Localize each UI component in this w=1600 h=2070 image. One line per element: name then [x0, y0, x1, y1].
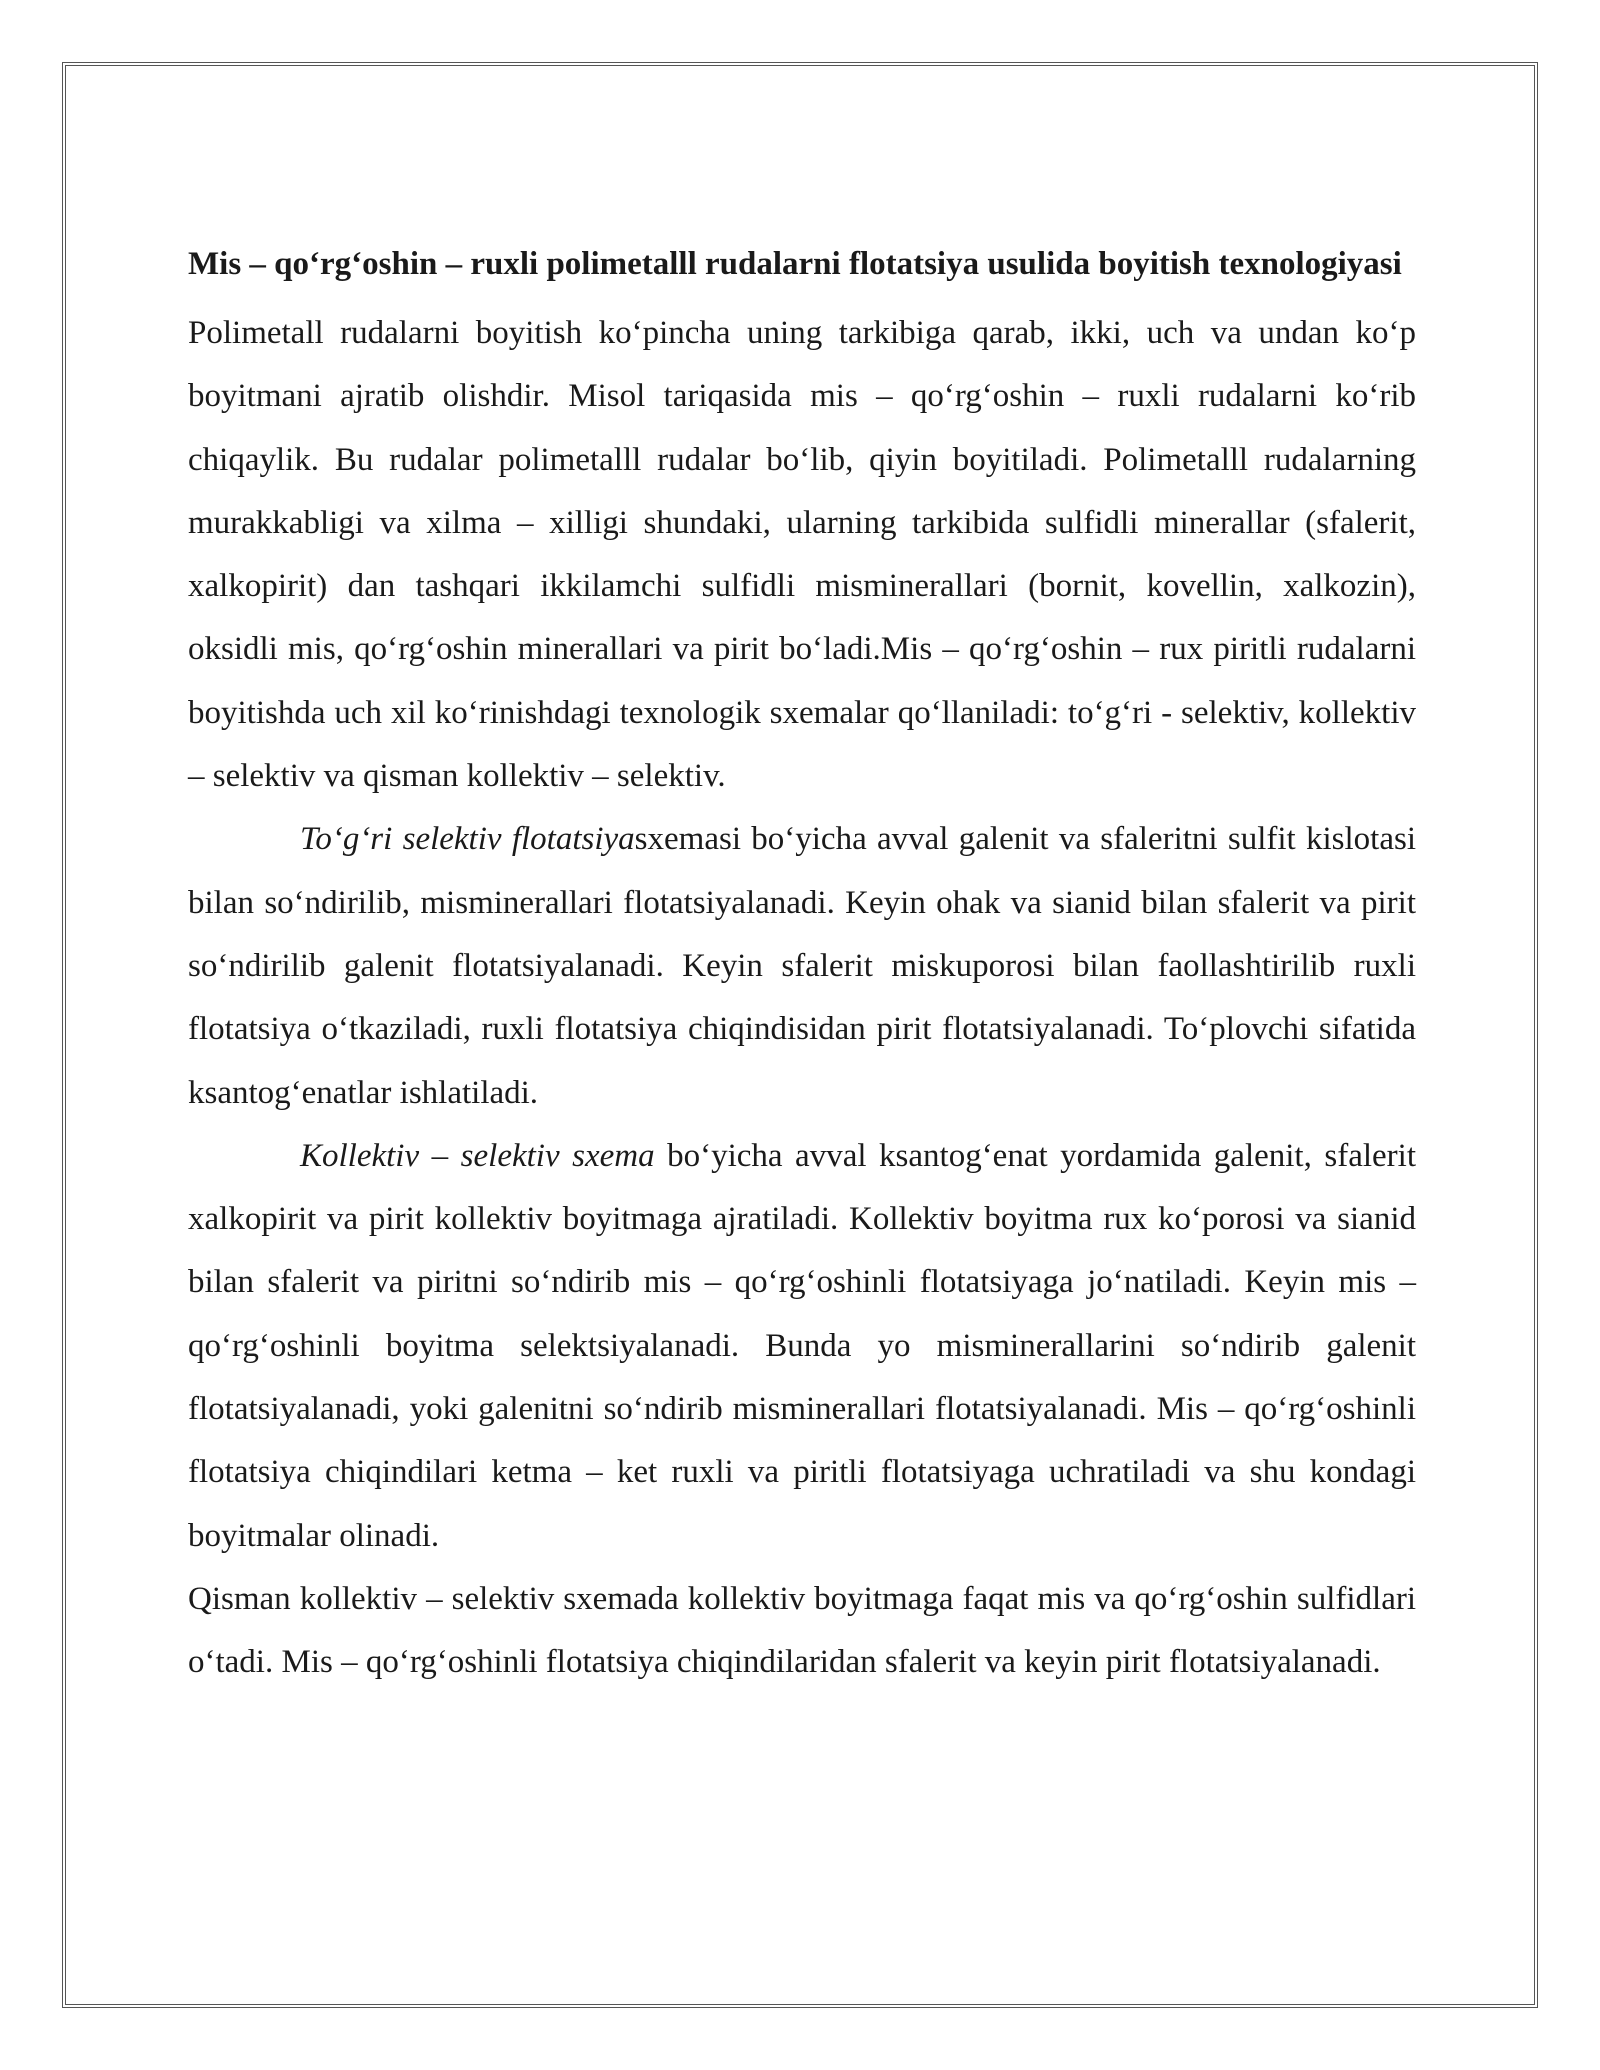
paragraph-collective-selective — [188, 1125, 1416, 1568]
paragraph-direct-selective — [188, 808, 1416, 1124]
document-title: Mis – qo‘rg‘oshin – ruxli polimetalll rudalarni flotatsiya usulida boyitish texnologiyasi — [188, 246, 1402, 282]
term-direct-selective-flotation: To‘g‘ri selektiv flotatsiya — [300, 821, 635, 858]
document-body — [188, 233, 1416, 1695]
paragraph-direct-selective-text: sxemasi bo‘yicha avval galenit va sfaleritni sulfit kislotasi bilan so‘ndirilib, misminerallari flotatsiyalanadi. Keyin ohak va sianid bilan sfalerit va pirit so‘ndirilib galenit flotatsiyalanadi. Keyin sfalerit miskuporosi bilan faollashtirilib ruxli flotatsiya o‘tkaziladi, ruxli flotatsiya chiqindisidan pirit flotatsiyalanadi. To‘plovchi sifatida ksantog‘enatlar ishlatiladi. — [188, 821, 1416, 1111]
paragraph-intro: Polimetall rudalarni boyitish ko‘pincha uning tarkibiga qarab, ikki, uch va undan ko‘p boyitmani ajratib olishdir. Misol tariqasida mis – qo‘rg‘oshin – ruxli rudalarni ko‘rib chiqaylik. Bu rudalar polimetalll rudalar bo‘lib, qiyin boyitiladi. Polimetalll rudalarning murakkabligi va xilma – xilligi shundaki, ularning tarkibida sulfidli minerallar (sfalerit, xalkopirit) dan tashqari ikkilamchi sulfidli misminerallari (bornit, kovellin, xalkozin), oksidli mis, qo‘rg‘oshin minerallari va pirit bo‘ladi.Mis – qo‘rg‘oshin – rux piritli rudalarni boyitishda uch xil ko‘rinishdagi texnologik sxemalar qo‘llaniladi: to‘g‘ri - selektiv, kollektiv – selektiv va qisman kollektiv – selektiv. — [188, 315, 1416, 795]
term-collective-selective-scheme: Kollektiv – selektiv sxema — [300, 1137, 655, 1174]
paragraph-collective-selective-text: bo‘yicha avval ksantog‘enat yordamida galenit, sfalerit xalkopirit va pirit kollektiv boyitmaga ajratiladi. Kollektiv boyitma rux ko‘porosi va sianid bilan sfalerit va piritni so‘ndirib mis – qo‘rg‘oshinli flotatsiyaga jo‘natiladi. Keyin mis – qo‘rg‘oshinli boyitma selektsiyalanadi. Bunda yo misminerallarini so‘ndirib galenit flotatsiyalanadi, yoki galenitni so‘ndirib misminerallari flotatsiyalanadi. Mis – qo‘rg‘oshinli flotatsiya chiqindilari ketma – ket ruxli va piritli flotatsiyaga uchratiladi va shu kondagi boyitmalar olinadi. — [188, 1137, 1416, 1554]
paragraph-partial-collective: Qisman kollektiv – selektiv sxemada kollektiv boyitmaga faqat mis va qo‘rg‘oshin sulfidlari o‘tadi. Mis – qo‘rg‘oshinli flotatsiya chiqindilaridan sfalerit va keyin pirit flotatsiyalanadi. — [188, 1580, 1416, 1681]
